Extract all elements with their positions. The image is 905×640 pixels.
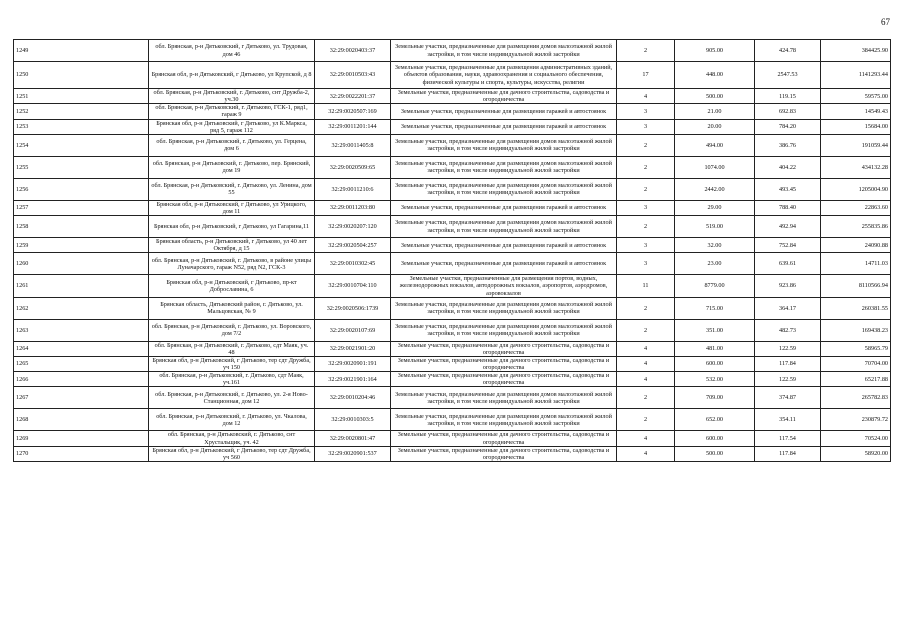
cadastral-value-cell: 70704.00 — [821, 356, 891, 371]
land-use-cell: Земельные участки, предназначенные для размещения домов малоэтажной жилой застройки, в том числе индивидуальной жилой застройки — [391, 156, 617, 178]
specific-value-cell: 117.84 — [755, 356, 821, 371]
cadastral-number-cell: 32:29:0010204:46 — [315, 387, 391, 409]
record-number: 1252 — [14, 104, 149, 119]
record-number: 1258 — [14, 216, 149, 238]
cadastral-number-cell: 32:29:0021901:164 — [315, 372, 391, 387]
land-use-cell: Земельные участки, предназначенные для размещения домов малоэтажной жилой застройки, в том числе индивидуальной жилой застройки — [391, 216, 617, 238]
table-row — [14, 253, 891, 275]
land-use-cell: Земельные участки, предназначенные для размещения домов малоэтажной жилой застройки, в том числе индивидуальной жилой застройки — [391, 387, 617, 409]
specific-value-cell: 492.94 — [755, 216, 821, 238]
land-use-cell: Земельные участки, предназначенные для дачного строительства, садоводства и огородничества — [391, 89, 617, 104]
record-number: 1263 — [14, 319, 149, 341]
cadastral-value-cell: 1141293.44 — [821, 62, 891, 89]
area-cell: 448.00 — [675, 62, 755, 89]
specific-value-cell: 424.78 — [755, 40, 821, 62]
area-cell: 519.00 — [675, 216, 755, 238]
table-row — [14, 341, 891, 356]
cadastral-number-cell: 32:29:0020403:37 — [315, 40, 391, 62]
address-cell: Брянская область, р-н Дятьковский, г Дятьково, ул 40 лет Октября, д 15 — [149, 238, 315, 253]
cadastral-number-cell: 32:29:0011201:144 — [315, 119, 391, 134]
cadastral-number-cell: 32:29:0011210:6 — [315, 178, 391, 200]
land-use-cell: Земельные участки, предназначенные для дачного строительства, садоводства и огородничества — [391, 356, 617, 371]
use-group-cell: 4 — [617, 89, 675, 104]
use-group-cell: 4 — [617, 372, 675, 387]
cadastral-value-cell: 58965.79 — [821, 341, 891, 356]
address-cell: Брянская обл, р-н Дятьковский, г Дятьково, тер сдт Дружба, уч 560 — [149, 446, 315, 461]
use-group-cell: 4 — [617, 446, 675, 461]
cadastral-value-cell: 230879.72 — [821, 409, 891, 431]
record-number: 1256 — [14, 178, 149, 200]
cadastral-number-cell: 32:29:0011203:80 — [315, 200, 391, 215]
address-cell: обл. Брянская, р-н Дятьковский, г. Дятьково, ул. Чкалова, дом 12 — [149, 409, 315, 431]
record-number: 1264 — [14, 341, 149, 356]
table-row — [14, 62, 891, 89]
cadastral-number-cell: 32:29:0020207:120 — [315, 216, 391, 238]
table-row — [14, 104, 891, 119]
address-cell: обл. Брянская, р-н Дятьковский, г. Дятьково, снт Хрустальщик, уч. 42 — [149, 431, 315, 446]
table-row — [14, 119, 891, 134]
land-use-cell: Земельные участки, предназначенные для размещения гаражей и автостоянок — [391, 253, 617, 275]
record-number: 1269 — [14, 431, 149, 446]
cadastral-value-cell: 70524.00 — [821, 431, 891, 446]
area-cell: 494.00 — [675, 134, 755, 156]
table-row — [14, 275, 891, 297]
cadastral-number-cell: 32:29:0020801:47 — [315, 431, 391, 446]
use-group-cell: 3 — [617, 253, 675, 275]
record-number: 1267 — [14, 387, 149, 409]
land-use-cell: Земельные участки, предназначенные для дачного строительства, садоводства и огородничества — [391, 446, 617, 461]
use-group-cell: 2 — [617, 216, 675, 238]
cadastral-value-cell: 191059.44 — [821, 134, 891, 156]
area-cell: 20.00 — [675, 119, 755, 134]
area-cell: 32.00 — [675, 238, 755, 253]
cadastral-number-cell: 32:29:0010302:45 — [315, 253, 391, 275]
record-number: 1250 — [14, 62, 149, 89]
area-cell: 2442.00 — [675, 178, 755, 200]
address-cell: обл. Брянская, р-н Дятьковский, г. Дятьково, ул. Воровского, дом 7/2 — [149, 319, 315, 341]
address-cell: обл. Брянская, р-н Дятьковский, г. Дятьково, ГСК-1, ряд1, гараж 9 — [149, 104, 315, 119]
land-use-cell: Земельные участки, предназначенные для размещения портов, водных, железнодорожных вокзалов, автодорожных вокзалов, аэропортов, аэродромов, аэровокзалов — [391, 275, 617, 297]
table-row — [14, 431, 891, 446]
land-use-cell: Земельные участки, предназначенные для дачного строительства, садоводства и огородничества — [391, 341, 617, 356]
cadastral-value-cell: 169438.23 — [821, 319, 891, 341]
cadastral-number-cell: 32:29:0020504:257 — [315, 238, 391, 253]
cadastral-number-cell: 32:29:0020506:1739 — [315, 297, 391, 319]
land-registry-table — [13, 39, 891, 462]
address-cell: обл. Брянская, р-н Дятьковский, г. Дятьково, ул. Герцена, дом 6 — [149, 134, 315, 156]
area-cell: 29.00 — [675, 200, 755, 215]
specific-value-cell: 784.20 — [755, 119, 821, 134]
address-cell: Брянская обл, р-н Дятьковский, г Дятьково, тер сдт Дружба, уч 150 — [149, 356, 315, 371]
table-row — [14, 238, 891, 253]
cadastral-value-cell: 255835.86 — [821, 216, 891, 238]
land-use-cell: Земельные участки, предназначенные для размещения гаражей и автостоянок — [391, 238, 617, 253]
use-group-cell: 2 — [617, 319, 675, 341]
table-row — [14, 387, 891, 409]
specific-value-cell: 364.17 — [755, 297, 821, 319]
land-use-cell: Земельные участки, предназначенные для размещения домов малоэтажной жилой застройки, в том числе индивидуальной жилой застройки — [391, 40, 617, 62]
use-group-cell: 17 — [617, 62, 675, 89]
area-cell: 23.00 — [675, 253, 755, 275]
land-use-cell: Земельные участки, предназначенные для дачного строительства, садоводства и огородничества — [391, 431, 617, 446]
land-use-cell: Земельные участки, предназначенные для размещения домов малоэтажной жилой застройки, в том числе индивидуальной жилой застройки — [391, 319, 617, 341]
land-use-cell: Земельные участки, предназначенные для размещения гаражей и автостоянок — [391, 200, 617, 215]
land-use-cell: Земельные участки, предназначенные для размещения административных зданий, объектов образования, науки, здравоохранения и социального обеспечения, физической культуры и спорта, культуры, искусства, религии — [391, 62, 617, 89]
area-cell: 500.00 — [675, 446, 755, 461]
table-row — [14, 319, 891, 341]
specific-value-cell: 119.15 — [755, 89, 821, 104]
use-group-cell: 2 — [617, 134, 675, 156]
cadastral-number-cell: 32:29:0011405:8 — [315, 134, 391, 156]
area-cell: 500.00 — [675, 89, 755, 104]
table-row — [14, 356, 891, 371]
area-cell: 351.00 — [675, 319, 755, 341]
record-number: 1249 — [14, 40, 149, 62]
address-cell: обл. Брянская, р-н Дятьковский, г. Дятьково, сдт Маяк, уч.161 — [149, 372, 315, 387]
cadastral-value-cell: 260381.55 — [821, 297, 891, 319]
area-cell: 715.00 — [675, 297, 755, 319]
record-number: 1268 — [14, 409, 149, 431]
record-number: 1251 — [14, 89, 149, 104]
cadastral-number-cell: 32:29:0020507:169 — [315, 104, 391, 119]
area-cell: 709.00 — [675, 387, 755, 409]
cadastral-value-cell: 14711.03 — [821, 253, 891, 275]
cadastral-number-cell: 32:29:0022201:37 — [315, 89, 391, 104]
use-group-cell: 2 — [617, 40, 675, 62]
use-group-cell: 2 — [617, 387, 675, 409]
cadastral-value-cell: 265782.83 — [821, 387, 891, 409]
cadastral-value-cell: 1205004.90 — [821, 178, 891, 200]
cadastral-value-cell: 58920.00 — [821, 446, 891, 461]
cadastral-number-cell: 32:29:0010704:110 — [315, 275, 391, 297]
address-cell: обл. Брянская, р-н Дятьковский, г. Дятьково, сдт Маяк, уч. 48 — [149, 341, 315, 356]
record-number: 1265 — [14, 356, 149, 371]
table-row — [14, 372, 891, 387]
record-number: 1270 — [14, 446, 149, 461]
record-number: 1261 — [14, 275, 149, 297]
table-row — [14, 200, 891, 215]
table-row — [14, 156, 891, 178]
use-group-cell: 4 — [617, 356, 675, 371]
specific-value-cell: 692.83 — [755, 104, 821, 119]
cadastral-value-cell: 24090.88 — [821, 238, 891, 253]
record-number: 1255 — [14, 156, 149, 178]
specific-value-cell: 122.59 — [755, 341, 821, 356]
area-cell: 905.00 — [675, 40, 755, 62]
area-cell: 1074.00 — [675, 156, 755, 178]
specific-value-cell: 354.11 — [755, 409, 821, 431]
address-cell: Брянская обл, р-н Дятьковский, г Дятьково, ул Урицкого, дом 11 — [149, 200, 315, 215]
specific-value-cell: 117.54 — [755, 431, 821, 446]
record-number: 1257 — [14, 200, 149, 215]
specific-value-cell: 374.87 — [755, 387, 821, 409]
address-cell: Брянская обл, р-н Дятьковский, г Дятьково, ул Гагарина,11 — [149, 216, 315, 238]
table-row — [14, 409, 891, 431]
area-cell: 21.00 — [675, 104, 755, 119]
table-row — [14, 178, 891, 200]
record-number: 1259 — [14, 238, 149, 253]
table-row — [14, 216, 891, 238]
table-row — [14, 40, 891, 62]
cadastral-number-cell: 32:29:0010303:5 — [315, 409, 391, 431]
use-group-cell: 2 — [617, 156, 675, 178]
specific-value-cell: 117.84 — [755, 446, 821, 461]
specific-value-cell: 122.59 — [755, 372, 821, 387]
area-cell: 532.00 — [675, 372, 755, 387]
specific-value-cell: 493.45 — [755, 178, 821, 200]
cadastral-value-cell: 15684.00 — [821, 119, 891, 134]
land-use-cell: Земельные участки, предназначенные для размещения домов малоэтажной жилой застройки, в том числе индивидуальной жилой застройки — [391, 134, 617, 156]
address-cell: обл. Брянская, р-н Дятьковский, г Дятьково, ул. Трудовая, дом 46 — [149, 40, 315, 62]
table-row — [14, 134, 891, 156]
land-use-cell: Земельные участки, предназначенные для размещения домов малоэтажной жилой застройки, в том числе индивидуальной жилой застройки — [391, 178, 617, 200]
cadastral-value-cell: 59575.00 — [821, 89, 891, 104]
cadastral-value-cell: 65217.88 — [821, 372, 891, 387]
area-cell: 600.00 — [675, 431, 755, 446]
cadastral-value-cell: 14549.43 — [821, 104, 891, 119]
specific-value-cell: 482.73 — [755, 319, 821, 341]
cadastral-number-cell: 32:29:0020107:69 — [315, 319, 391, 341]
land-use-cell: Земельные участки, предназначенные для размещения домов малоэтажной жилой застройки, в том числе индивидуальной жилой застройки — [391, 297, 617, 319]
table-row — [14, 446, 891, 461]
record-number: 1266 — [14, 372, 149, 387]
land-use-cell: Земельные участки, предназначенные для размещения домов малоэтажной жилой застройки, в том числе индивидуальной жилой застройки — [391, 409, 617, 431]
address-cell: обл. Брянская, р-н Дятьковский, г. Дятьково, в районе улицы Луначарского, гараж N52, ряд N2, ГСК-3 — [149, 253, 315, 275]
specific-value-cell: 386.76 — [755, 134, 821, 156]
address-cell: Брянская обл, р-н Дятьковский, г Дятьково, ул Крупской, д 8 — [149, 62, 315, 89]
record-number: 1260 — [14, 253, 149, 275]
cadastral-value-cell: 8110566.94 — [821, 275, 891, 297]
use-group-cell: 4 — [617, 431, 675, 446]
specific-value-cell: 2547.53 — [755, 62, 821, 89]
cadastral-number-cell: 32:29:0010503:43 — [315, 62, 391, 89]
use-group-cell: 3 — [617, 238, 675, 253]
address-cell: обл. Брянская, р-н Дятьковский, г. Дятьково, снт Дружба-2, уч.30 — [149, 89, 315, 104]
address-cell: обл. Брянская, р-н Дятьковский, г. Дятьково, ул. 2-я Ново-Станционная, дом 12 — [149, 387, 315, 409]
land-use-cell: Земельные участки, предназначенные для размещения гаражей и автостоянок — [391, 119, 617, 134]
table-row — [14, 297, 891, 319]
land-use-cell: Земельные участки, предназначенные для размещения гаражей и автостоянок — [391, 104, 617, 119]
specific-value-cell: 788.40 — [755, 200, 821, 215]
cadastral-value-cell: 22863.60 — [821, 200, 891, 215]
specific-value-cell: 639.61 — [755, 253, 821, 275]
use-group-cell: 2 — [617, 297, 675, 319]
address-cell: Брянская обл, р-н Дятьковский, г Дятьково, пр-кт Доброславина, 6 — [149, 275, 315, 297]
cadastral-value-cell: 384425.90 — [821, 40, 891, 62]
specific-value-cell: 404.22 — [755, 156, 821, 178]
use-group-cell: 4 — [617, 341, 675, 356]
cadastral-number-cell: 32:29:0020901:191 — [315, 356, 391, 371]
use-group-cell: 3 — [617, 104, 675, 119]
address-cell: обл. Брянская, р-н Дятьковский, г. Дятьково, пер. Брянский, дом 19 — [149, 156, 315, 178]
use-group-cell: 2 — [617, 409, 675, 431]
specific-value-cell: 752.84 — [755, 238, 821, 253]
use-group-cell: 3 — [617, 119, 675, 134]
use-group-cell: 3 — [617, 200, 675, 215]
record-number: 1262 — [14, 297, 149, 319]
page-number: 67 — [881, 17, 890, 27]
record-number: 1254 — [14, 134, 149, 156]
area-cell: 481.00 — [675, 341, 755, 356]
cadastral-number-cell: 32:29:0020901:537 — [315, 446, 391, 461]
record-number: 1253 — [14, 119, 149, 134]
use-group-cell: 2 — [617, 178, 675, 200]
address-cell: Брянская обл, р-н Дятьковский, г Дятьково, ул К.Маркса, ряд 5, гараж 112 — [149, 119, 315, 134]
area-cell: 652.00 — [675, 409, 755, 431]
cadastral-number-cell: 32:29:0020509:65 — [315, 156, 391, 178]
cadastral-value-cell: 434132.28 — [821, 156, 891, 178]
cadastral-number-cell: 32:29:0021901:20 — [315, 341, 391, 356]
land-use-cell: Земельные участки, предназначенные для дачного строительства, садоводства и огородничества — [391, 372, 617, 387]
area-cell: 600.00 — [675, 356, 755, 371]
address-cell: обл. Брянская, р-н Дятьковский, г. Дятьково, ул. Ленина, дом 55 — [149, 178, 315, 200]
use-group-cell: 11 — [617, 275, 675, 297]
address-cell: Брянская область, Дятьковский район, г. Дятьково, ул. Мальцовская, № 9 — [149, 297, 315, 319]
table-row — [14, 89, 891, 104]
specific-value-cell: 923.86 — [755, 275, 821, 297]
area-cell: 8779.00 — [675, 275, 755, 297]
